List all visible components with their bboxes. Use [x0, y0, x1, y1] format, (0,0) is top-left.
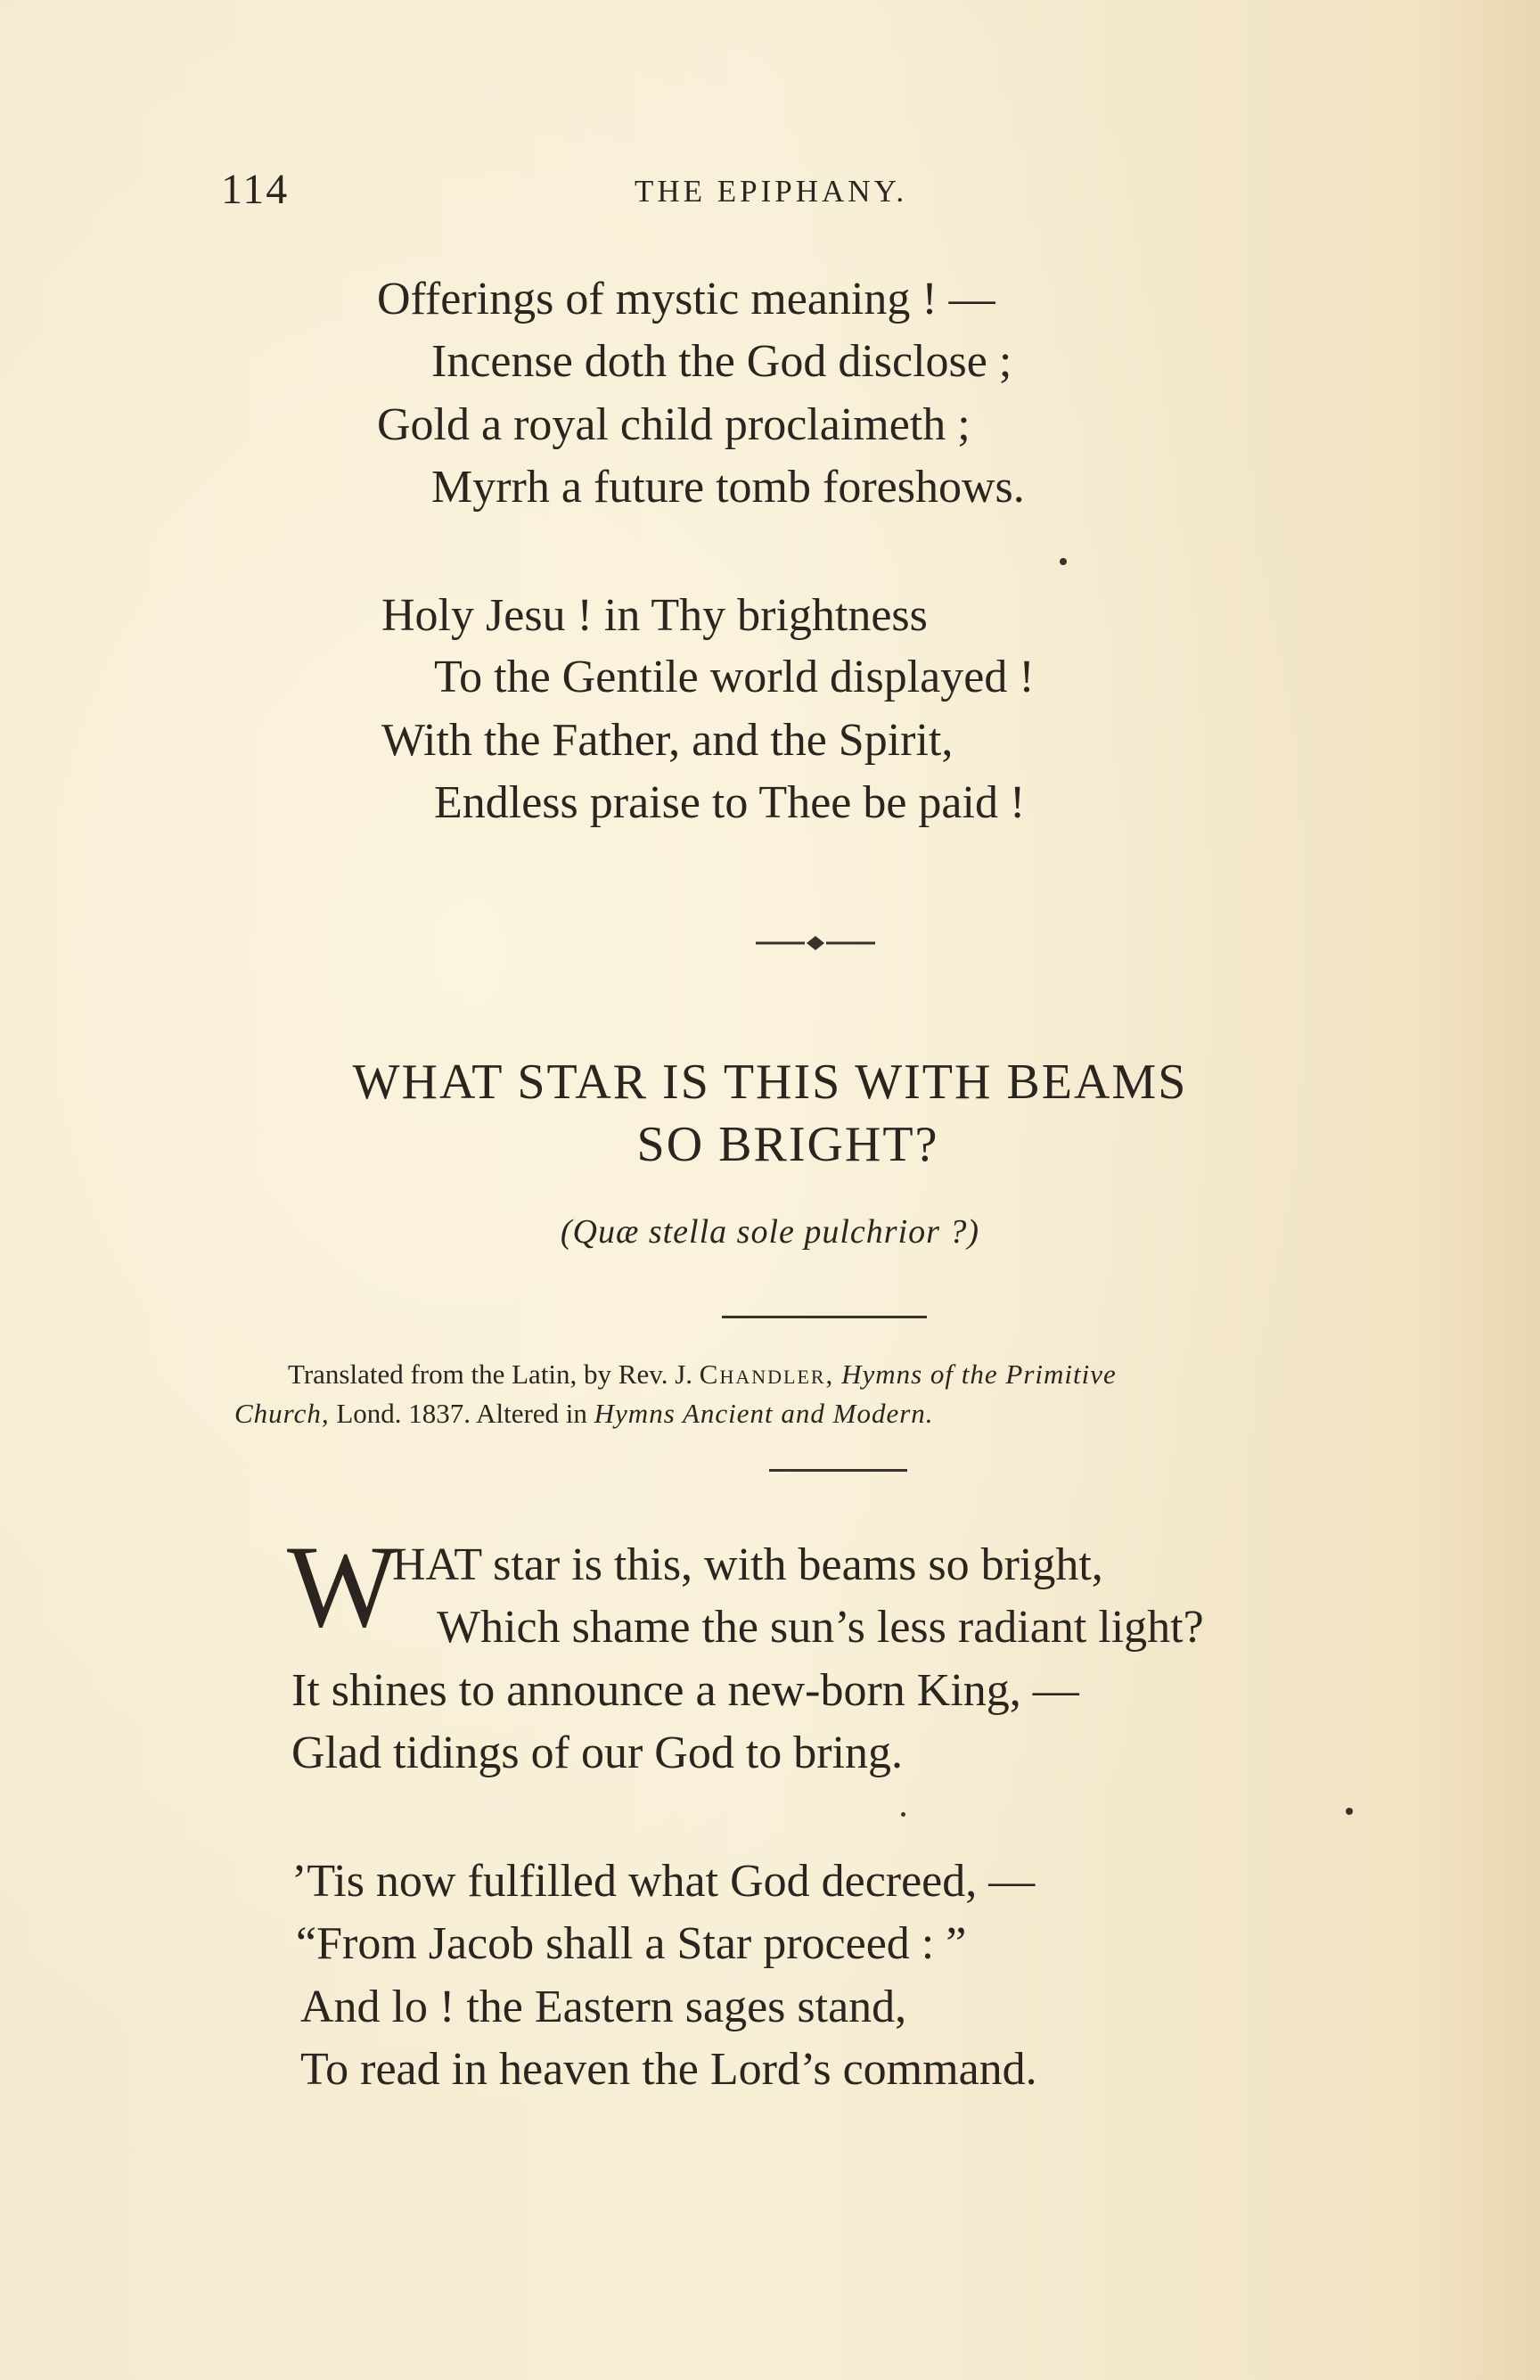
attribution-work: Hymns of the Primitive: [841, 1358, 1117, 1390]
page-number: 114: [221, 166, 290, 213]
verse-line: “From Jacob shall a Star proceed : ”: [296, 1918, 967, 1969]
verse-line: ’Tis now fulfilled what God decreed, —: [291, 1856, 1036, 1907]
verse-line: And lo ! the Eastern sages stand,: [300, 1982, 907, 2032]
attribution-work: Hymns Ancient and Modern.: [594, 1398, 934, 1429]
verse-line: Incense doth the God disclose ;: [431, 336, 1012, 387]
verse-line: Holy Jesu ! in Thy brightness: [381, 590, 928, 641]
verse-line: Myrrh a future tomb foreshows.: [431, 462, 1025, 513]
attribution-author: Chandler,: [699, 1358, 835, 1390]
latin-title: (Quæ stella sole pulchrior ?): [560, 1213, 980, 1251]
verse-line: Offerings of mystic meaning ! —: [377, 274, 995, 324]
attribution-text: Translated from the Latin, by Rev. J.: [288, 1358, 693, 1390]
stray-mark: [1346, 1808, 1353, 1815]
hymn-title-line-2: SO BRIGHT?: [636, 1117, 939, 1172]
section-divider: [756, 932, 875, 954]
verse-line: Which shame the sun’s less radiant light?: [437, 1602, 1204, 1653]
verse-line: It shines to announce a new-born King, —: [291, 1665, 1079, 1716]
verse-line: HAT star is this, with beams so bright,: [392, 1539, 1103, 1590]
running-title: THE EPIPHANY.: [635, 174, 908, 209]
attribution-line-1: [288, 1358, 1117, 1391]
stray-mark: [1060, 558, 1067, 565]
verse-line: Gold a royal child proclaimeth ;: [377, 399, 971, 450]
attribution-text: Lond. 1837. Altered in: [336, 1398, 587, 1429]
running-head: [0, 165, 1540, 218]
verse-line: Glad tidings of our God to bring.: [291, 1728, 904, 1778]
attribution-line-2: [234, 1398, 934, 1430]
verse-line: With the Father, and the Spirit,: [381, 715, 954, 766]
attribution-work-continued: Church,: [234, 1398, 330, 1429]
stray-mark: [901, 1812, 905, 1817]
rule-top: [722, 1316, 927, 1318]
verse-line: Endless praise to Thee be paid !: [434, 777, 1026, 828]
drop-cap: W: [287, 1521, 398, 1652]
verse-line: To the Gentile world displayed !: [434, 652, 1035, 702]
hymn-title-line-1: WHAT STAR IS THIS WITH BEAMS: [352, 1055, 1188, 1110]
rule-bottom: [769, 1469, 907, 1472]
verse-line: To read in heaven the Lord’s command.: [300, 2044, 1037, 2095]
